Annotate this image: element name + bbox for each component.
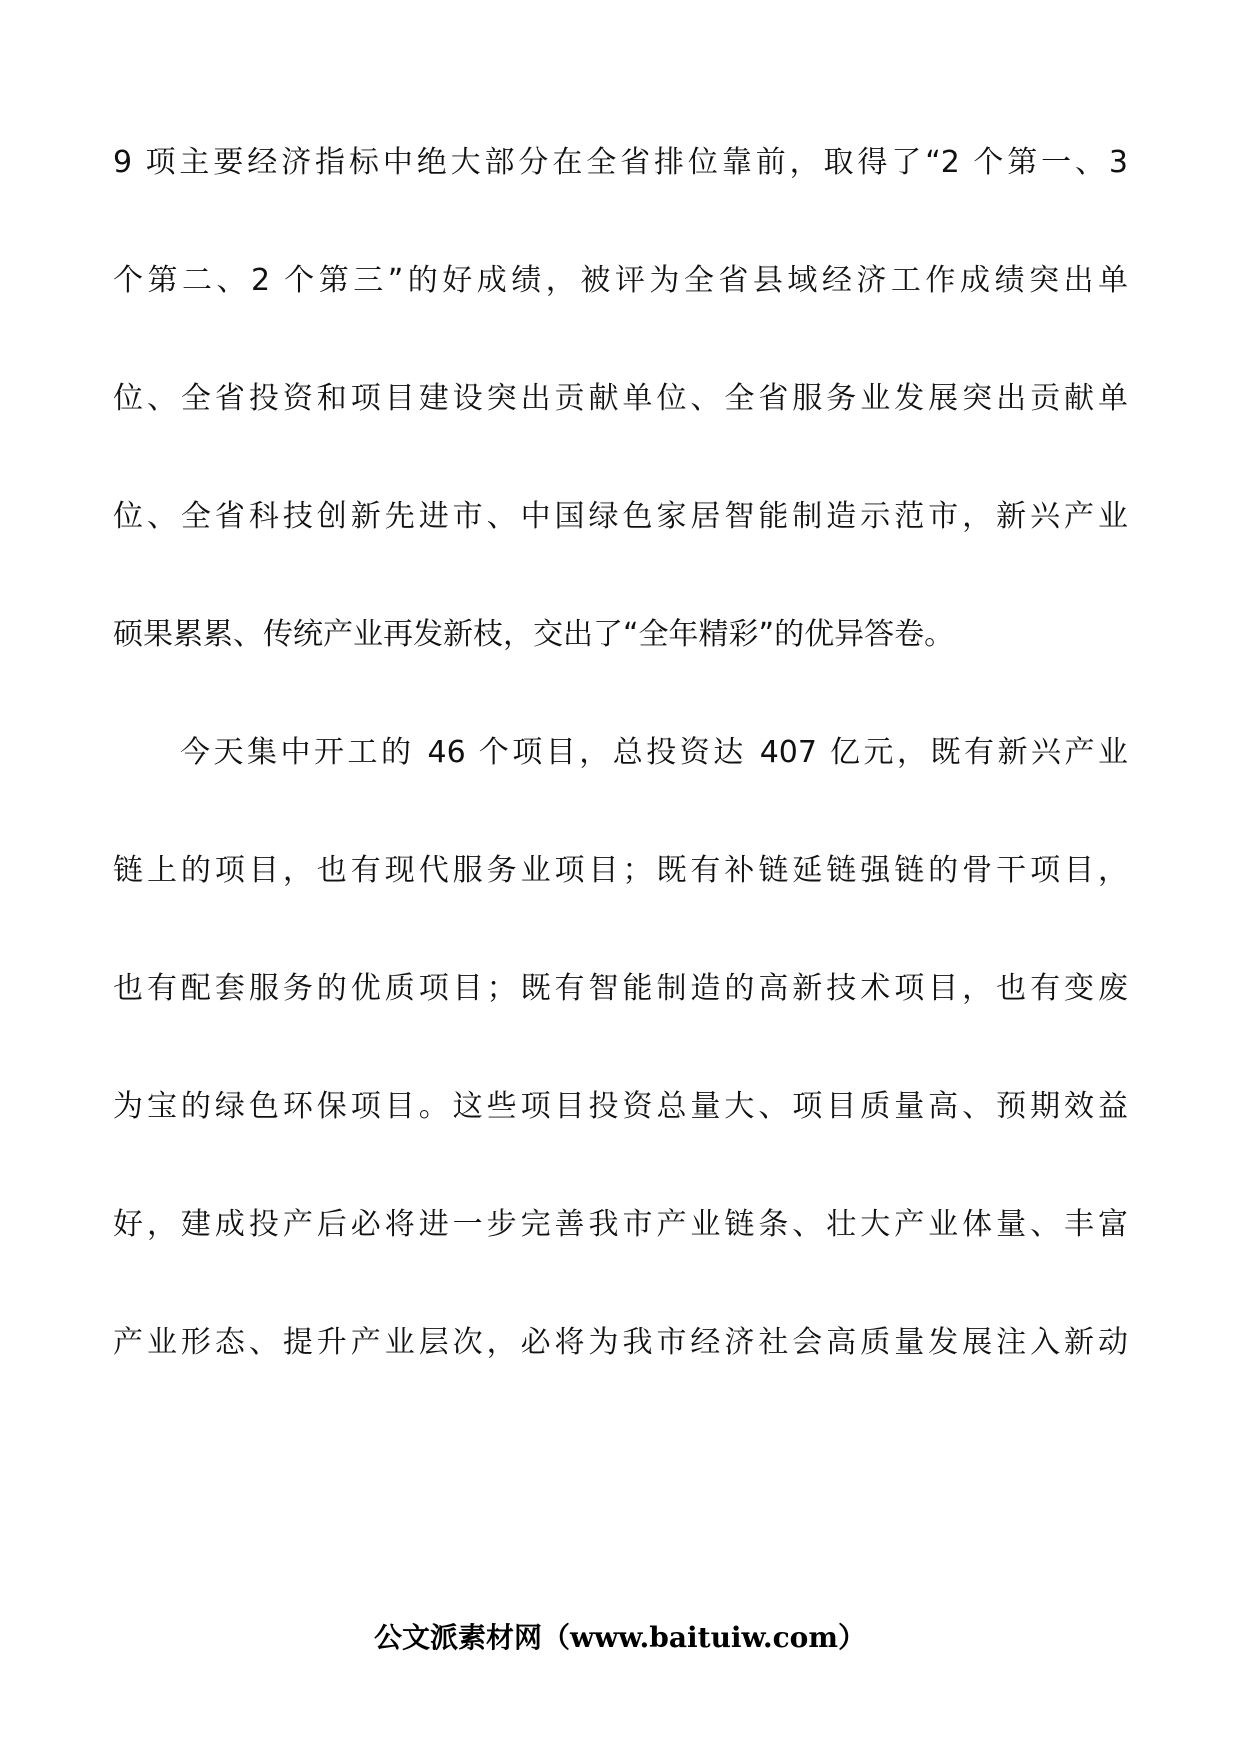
paragraph-2-line-2: 链上的项目，也有现代服务业项目；既有补链延链强链的骨干项目， bbox=[113, 853, 1128, 888]
footer-source-text: 公文派素材网（www.baituiw.com） bbox=[374, 1621, 866, 1654]
paragraph-1-line-4: 位、全省科技创新先进市、中国绿色家居智能制造示范市，新兴产业 bbox=[113, 499, 1128, 534]
paragraph-1-line-3: 位、全省投资和项目建设突出贡献单位、全省服务业发展突出贡献单 bbox=[113, 381, 1128, 416]
paragraph-1-line-5: 硕果累累、传统产业再发新枝，交出了“全年精彩”的优异答卷。 bbox=[113, 617, 955, 652]
paragraph-2-line-5: 好，建成投产后必将进一步完善我市产业链条、壮大产业体量、丰富 bbox=[113, 1207, 1128, 1242]
paragraph-2-line-1: 今天集中开工的 46 个项目，总投资达 407 亿元，既有新兴产业 bbox=[180, 735, 1128, 770]
paragraph-2-line-6: 产业形态、提升产业层次，必将为我市经济社会高质量发展注入新动 bbox=[113, 1325, 1128, 1360]
paragraph-2-line-4: 为宝的绿色环保项目。这些项目投资总量大、项目质量高、预期效益 bbox=[113, 1089, 1128, 1124]
paragraph-1-line-1: 9 项主要经济指标中绝大部分在全省排位靠前，取得了“2 个第一、3 bbox=[113, 145, 1128, 180]
paragraph-1-line-2: 个第二、2 个第三”的好成绩，被评为全省县域经济工作成绩突出单 bbox=[113, 263, 1128, 298]
paragraph-2-line-3: 也有配套服务的优质项目；既有智能制造的高新技术项目，也有变废 bbox=[113, 971, 1128, 1006]
